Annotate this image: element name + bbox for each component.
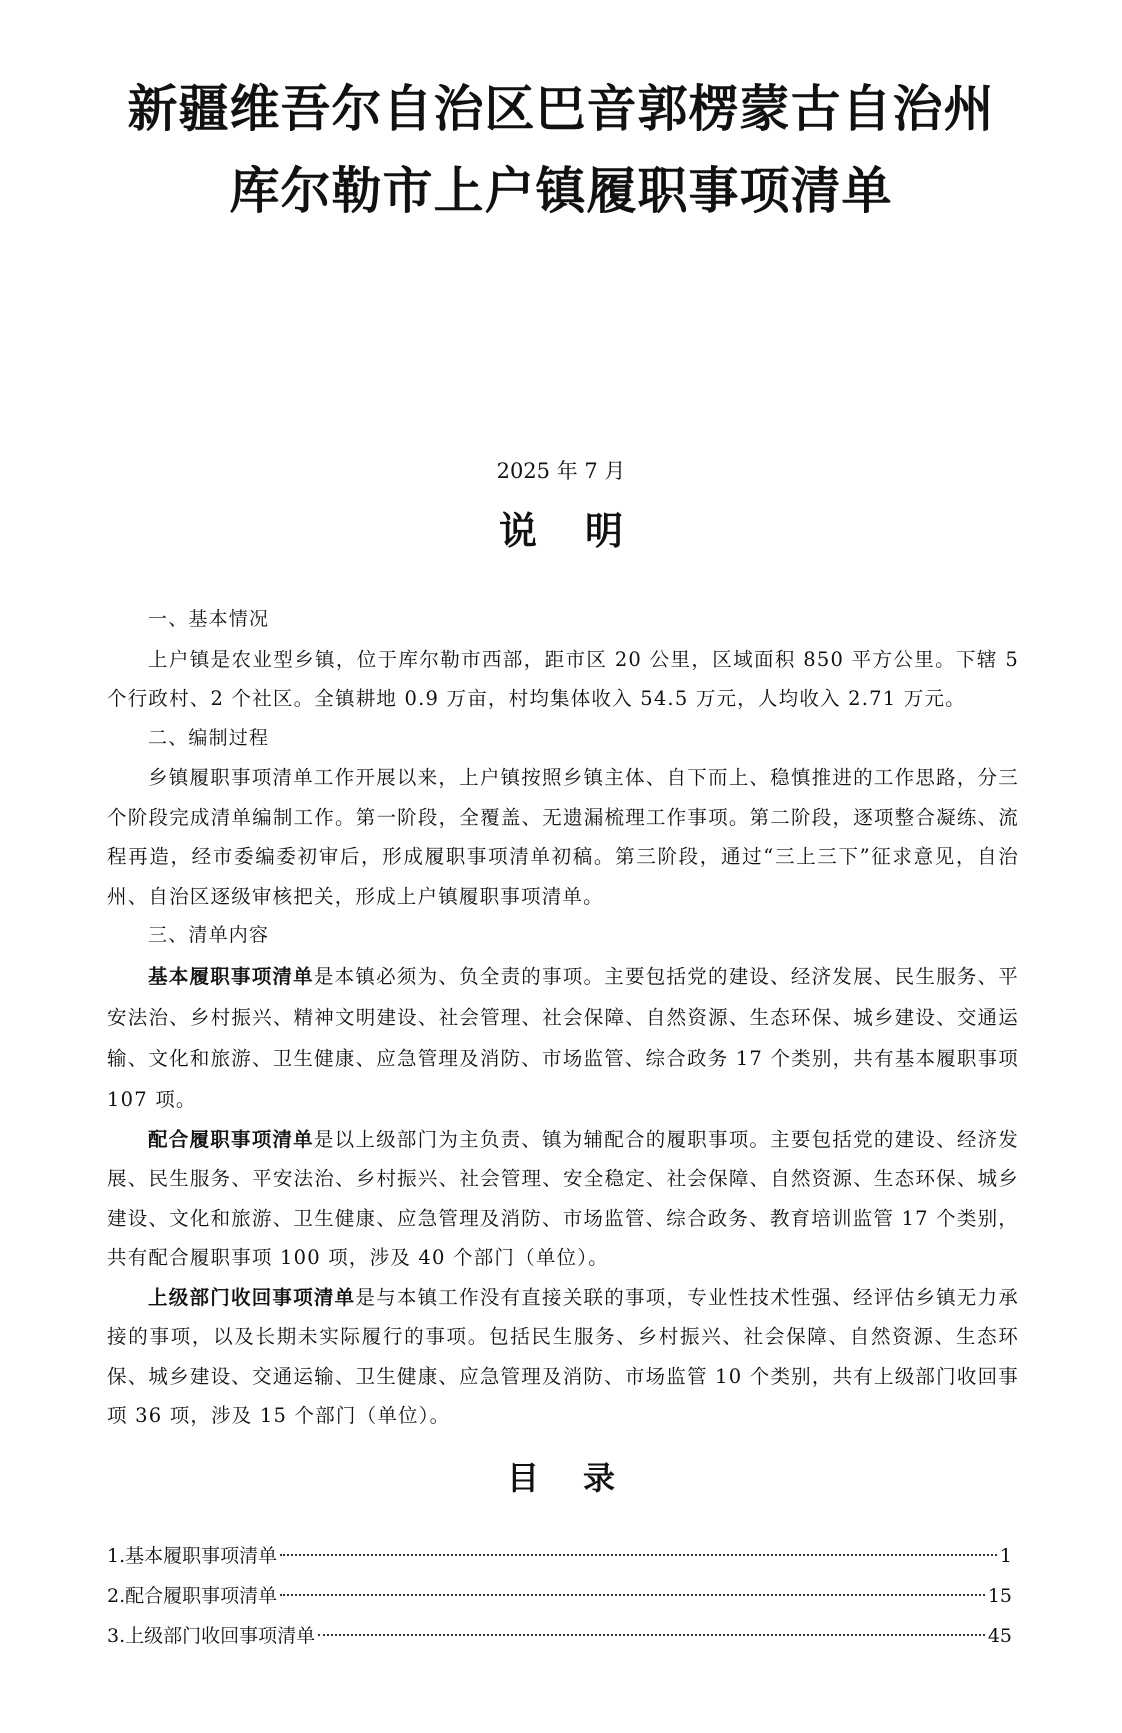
title-line-2: 库尔勒市上户镇履职事项清单 [229,161,893,220]
toc-entry-page: 45 [987,1625,1012,1647]
text-withdrawn-list: 是与本镇工作没有直接关联的事项，专业性技术性强、经评估乡镇无力承接的事项，以及长期未实际履行的事项。包括民生服务、乡村振兴、社会保障、自然资源、生态环保、城乡建设、交通运输、卫生健康、应急管理及消防、市场监管 10 个类别，共有上级部门收回事项 36 项，涉及 15 个部门（单位）。 [107,1285,1019,1427]
toc-leader-dots [280,1554,997,1556]
toc-leader-dots [318,1634,985,1636]
explanation-heading: 说明 [498,508,671,553]
section-paragraph-basic-list [107,956,1019,1120]
title-line-1: 新疆维吾尔自治区巴音郭楞蒙古自治州 [127,79,995,138]
toc-leader-dots [280,1594,985,1596]
section-heading-contents: 三、清单内容 [148,924,270,946]
explanation-body [107,600,1019,1436]
toc-entry[interactable] [107,1616,1012,1656]
document-date: 2025 年 7 月 [496,459,626,483]
toc-entry-label: 3.上级部门收回事项清单 [107,1625,316,1647]
toc-entry[interactable] [107,1576,1012,1616]
text-basic-list: 是本镇必须为、负全责的事项。主要包括党的建设、经济发展、民生服务、平安法治、乡村振兴、精神文明建设、社会管理、社会保障、自然资源、生态环保、城乡建设、交通运输、文化和旅游、卫生健康、应急管理及消防、市场监管、综合政务 17 个类别，共有基本履职事项 107 项。 [107,964,1019,1111]
section-paragraph-basic-info: 上户镇是农业型乡镇，位于库尔勒市西部，距市区 20 公里，区域面积 850 平方公里。下辖 5 个行政村、2 个社区。全镇耕地 0.9 万亩，村均集体收入 54.5 万元，人均收入 2.71 万元。 [107,647,1019,710]
bold-term-cooperation-list: 配合履职事项清单 [148,1127,314,1151]
toc-entry-page: 15 [987,1585,1012,1607]
document-title [0,68,1122,232]
toc-entry-page: 1 [999,1545,1012,1567]
section-heading-process: 二、编制过程 [148,726,270,749]
bold-term-withdrawn-list: 上级部门收回事项清单 [148,1285,356,1309]
section-heading-basic-info: 一、基本情况 [148,608,270,630]
text-cooperation-list: 是以上级部门为主负责、镇为辅配合的履职事项。主要包括党的建设、经济发展、民生服务、平安法治、乡村振兴、社会管理、安全稳定、社会保障、自然资源、生态环保、城乡建设、文化和旅游、卫生健康、应急管理及消防、市场监管、综合政务、教育培训监管 17 个类别，共有配合履职事项 100 项，涉及 40 个部门（单位）。 [107,1127,1019,1269]
section-paragraph-withdrawn-list [107,1278,1019,1436]
section-paragraph-cooperation-list [107,1120,1019,1278]
toc-heading: 目录 [506,1459,659,1497]
section-paragraph-process: 乡镇履职事项清单工作开展以来，上户镇按照乡镇主体、自下而上、稳慎推进的工作思路，分三个阶段完成清单编制工作。第一阶段，全覆盖、无遗漏梳理工作事项。第二阶段，逐项整合凝练、流程再造，经市委编委初审后，形成履职事项清单初稿。第三阶段，通过“三上三下”征求意见，自治州、自治区逐级审核把关，形成上户镇履职事项清单。 [107,766,1019,908]
toc-entry-label: 1.基本履职事项清单 [107,1545,278,1567]
toc-entry[interactable] [107,1536,1012,1576]
toc-entry-label: 2.配合履职事项清单 [107,1585,278,1607]
bold-term-basic-list: 基本履职事项清单 [148,964,314,988]
table-of-contents [107,1536,1012,1656]
